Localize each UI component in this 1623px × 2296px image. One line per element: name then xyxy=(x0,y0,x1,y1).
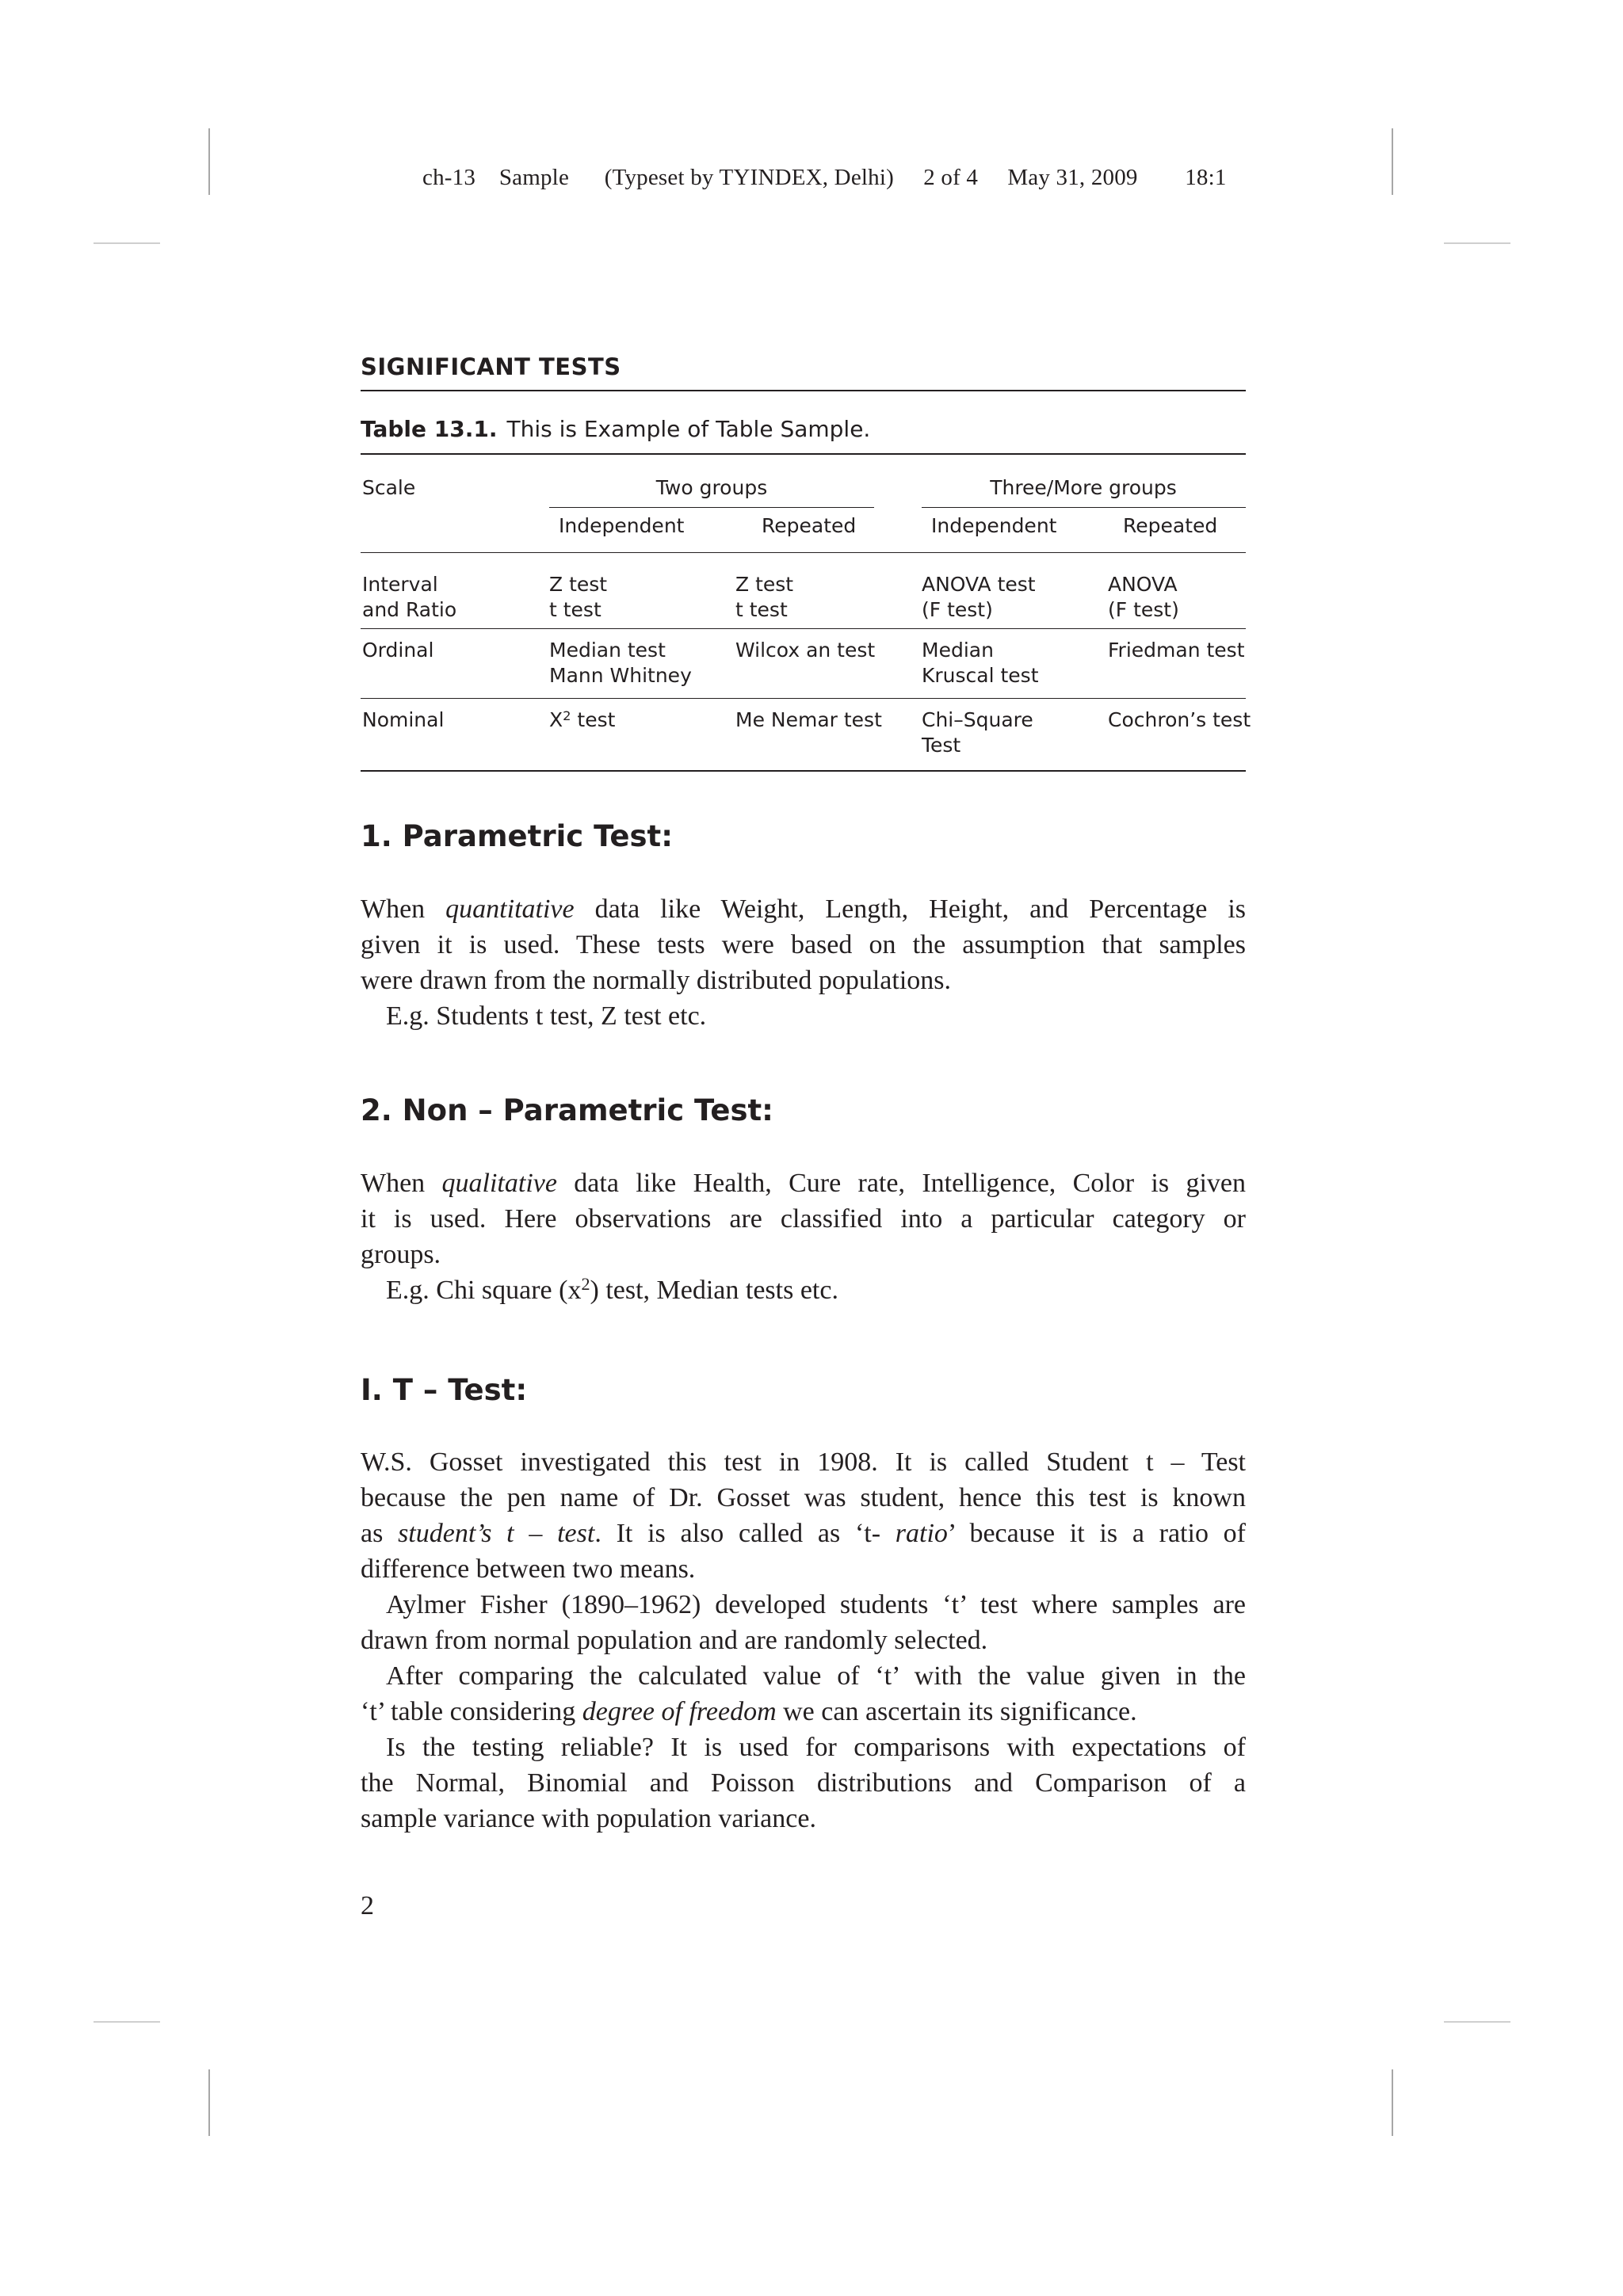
table-cell: Median test Mann Whitney xyxy=(549,639,692,687)
page-number: 2 xyxy=(361,1891,374,1920)
table-cell: $X^2$ test xyxy=(549,707,616,731)
table-cell: Nominal xyxy=(362,708,445,731)
section-rule xyxy=(361,390,1246,391)
table-cell: Interval and Ratio xyxy=(362,573,457,621)
table-caption xyxy=(361,416,870,442)
crop-mark xyxy=(208,128,210,195)
section-heading: 2. Non – Parametric Test: xyxy=(361,1093,773,1127)
crop-mark xyxy=(94,2021,160,2023)
table-caption-label: Table 13.1. xyxy=(361,416,498,442)
table-cell: Median Kruscal test xyxy=(922,639,1039,687)
table-cell: Cochron’s test xyxy=(1108,708,1251,731)
table-cell: ANOVA test (F test) xyxy=(922,573,1036,621)
table-cell: Friedman test xyxy=(1108,639,1245,662)
table-header-repeated: Repeated xyxy=(762,514,857,537)
table-cell: Z test t test xyxy=(549,573,608,621)
row-rule xyxy=(361,628,1246,629)
table-cell: Z test t test xyxy=(735,573,794,621)
section-heading: I. T – Test: xyxy=(361,1373,528,1407)
crop-mark xyxy=(1444,2021,1510,2023)
header-rule xyxy=(361,552,1246,553)
table-cell: Chi–Square Test xyxy=(922,708,1033,757)
paragraph: W.S. Gosset investigated this test in 1908. It is called Student t – Test because the pen name of Dr. Gosset was student, hence this test is known as student’s t – test. It is also called as ‘t- ratio’ because it is a ratio of difference between two means. Aylmer Fisher (1890–1962) developed students ‘t’ test where samples are drawn from normal population and are randomly selected. After comparing the calculated value of ‘t’ with the value given in the ‘t’ table considering degree of freedom we can ascertain its significance. Is the testing reliable? It is used for comparisons with expectations of the Normal, Binomial and Poisson distributions and Comparison of a sample variance with population variance. xyxy=(361,1447,1247,1833)
table-caption-text: This is Example of Table Sample. xyxy=(506,416,871,442)
table-cell: Me Nemar test xyxy=(735,708,882,731)
table-header-three-groups: Three/More groups xyxy=(990,476,1177,499)
crop-mark xyxy=(1392,128,1393,195)
section-heading: 1. Parametric Test: xyxy=(361,819,673,853)
crop-mark xyxy=(1392,2069,1393,2136)
table-top-rule xyxy=(361,453,1246,455)
crop-mark xyxy=(94,242,160,244)
two-groups-rule xyxy=(549,507,874,508)
table-cell: ANOVA (F test) xyxy=(1108,573,1179,621)
table-header-independent: Independent xyxy=(931,514,1057,537)
paragraph: When qualitative data like Health, Cure rate, Intelligence, Color is given it is used. Here observations are classified into a particular category or groups. E.g. Chi square $(x^2)$ test, Median tests etc. xyxy=(361,1169,1246,1305)
row-rule xyxy=(361,698,1246,699)
table-header-two-groups: Two groups xyxy=(655,476,768,499)
paragraph: When quantitative data like Weight, Length, Height, and Percentage is given it is used. These tests were based on the assumption that samples were drawn from the normally distributed populations. E.g. Students t test, Z test etc. xyxy=(361,894,1247,1031)
table-bottom-rule xyxy=(361,770,1246,772)
table-cell: Ordinal xyxy=(362,639,434,662)
three-groups-rule xyxy=(922,507,1246,508)
crop-mark xyxy=(208,2069,210,2136)
running-head: ch-13 Sample (Typeset by TYINDEX, Delhi) 2 of 4 May 31, 2009 18:1 xyxy=(422,165,1227,190)
table-header-scale: Scale xyxy=(362,476,416,499)
section-head: SIGNIFICANT TESTS xyxy=(361,353,621,380)
table-header-repeated: Repeated xyxy=(1123,514,1218,537)
table-cell: Wilcox an test xyxy=(735,639,876,662)
table-header-independent: Independent xyxy=(559,514,685,537)
crop-mark xyxy=(1444,242,1510,244)
